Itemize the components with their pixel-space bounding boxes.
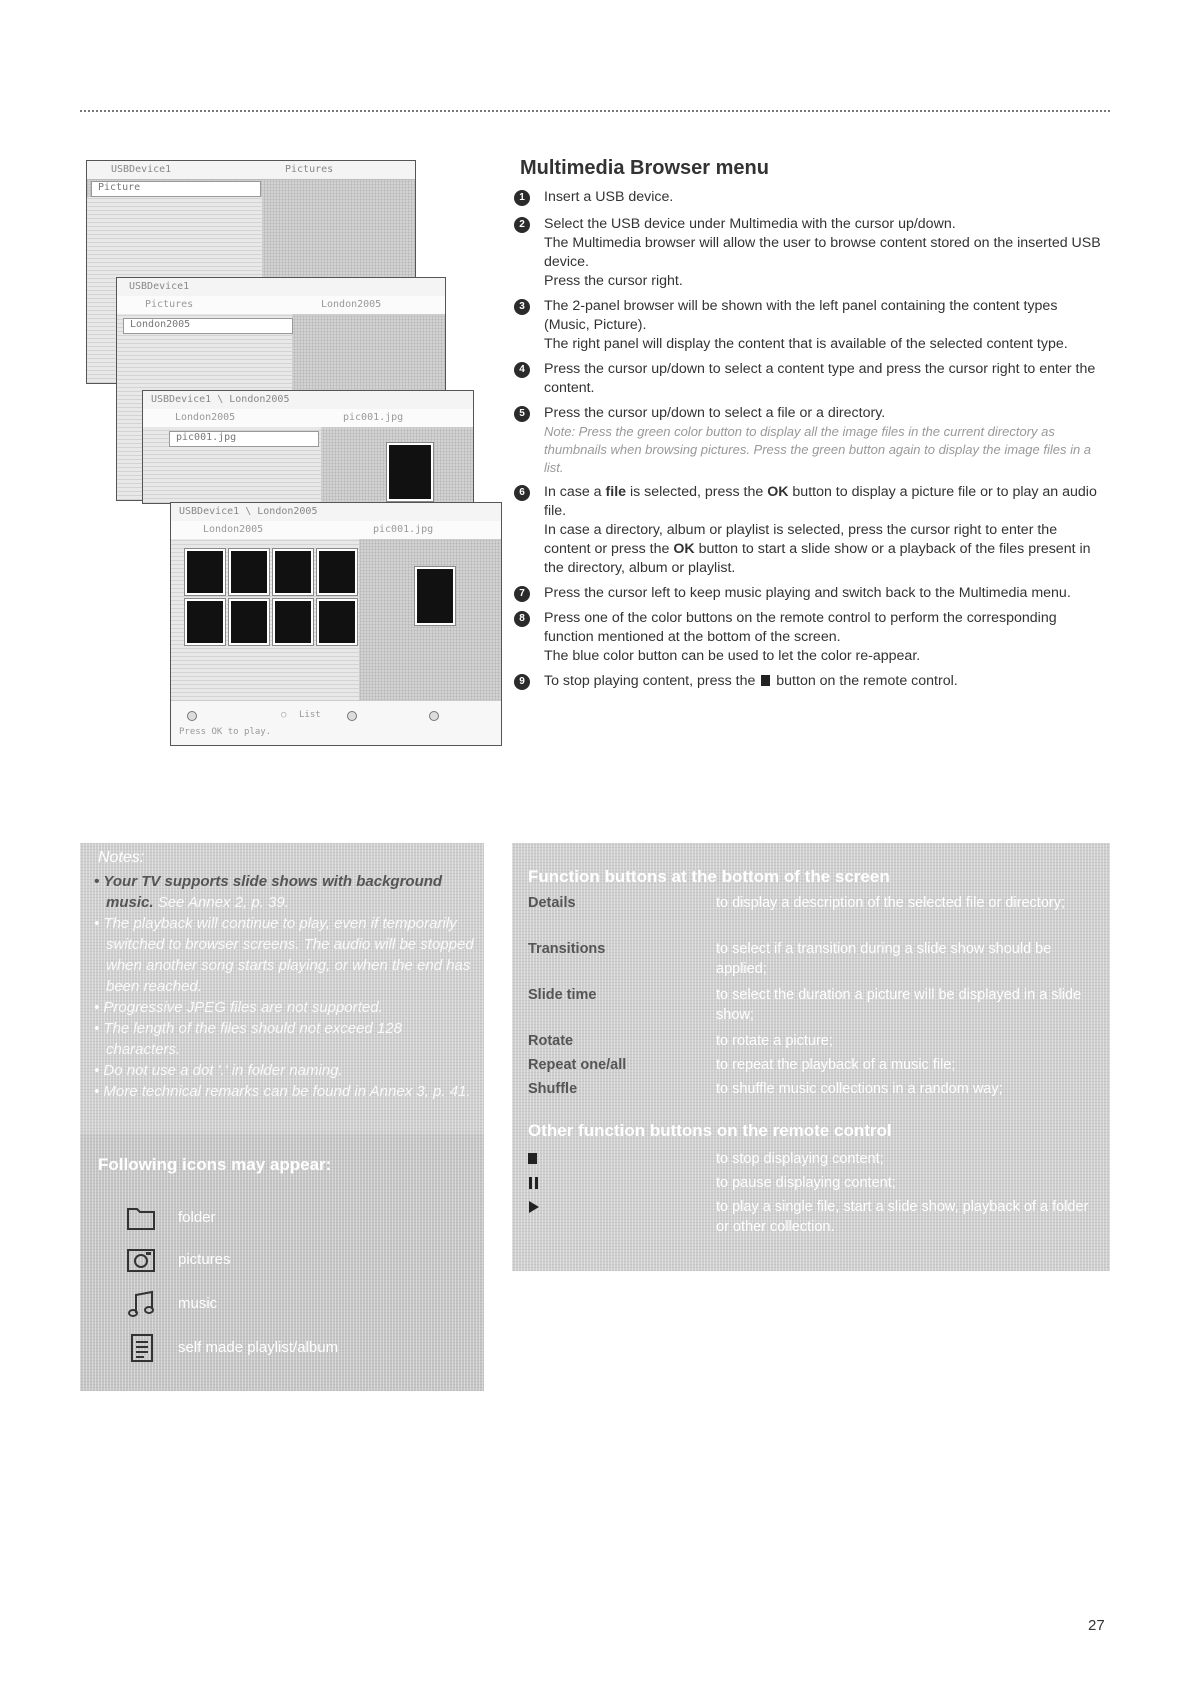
screen-4-subheader: London2005 pic001.jpg [171,521,501,540]
screen-1-selected-item: Picture [91,181,261,197]
play-icon [528,1201,540,1213]
note-item: • More technical remarks can be found in Annex 3, p. 41. [94,1081,474,1102]
icon-row-pictures: pictures [124,1243,464,1277]
step-6: 6 In case a file is selected, press the OK button to display a picture file or to play an audio file. In case a directory, album or playlist is selected, press the cursor right to enter the content or press the OK button to start a slide show or a playback of the files present in the directory, album or playlist. [514,483,1104,578]
yellow-button-icon [347,711,357,721]
browser-screen-3 [142,390,474,504]
step-7: 7 Press the cursor left to keep music playing and switch back to the Multimedia menu. [514,584,1104,603]
icons-box [80,1135,484,1391]
screen-2-selected-item: London2005 [123,318,293,334]
remote-buttons-title: Other function buttons on the remote control [528,1121,892,1140]
step-number: 3 [514,299,530,315]
thumbnail-4 [317,549,357,595]
note-item: • Your TV supports slide shows with background music. See Annex 2, p. 39. [94,871,474,913]
note-item: • Do not use a dot '.' in folder naming. [94,1060,474,1081]
browser-screen-4 [170,502,502,746]
screen-4-header: USBDevice1 \ London2005 [171,503,501,522]
icons-title: Following icons may appear: [98,1155,332,1174]
step-number: 5 [514,406,530,422]
screen-3-subheader: London2005 pic001.jpg [143,409,473,428]
step-1: 1 Insert a USB device. [514,188,1104,207]
step-9: 9 To stop playing content, press the button on the remote control. [514,672,1104,691]
stop-icon [761,675,770,686]
step-number: 9 [514,674,530,690]
blue-button-icon [429,711,439,721]
note-item: • Progressive JPEG files are not supported. [94,997,474,1018]
step-number: 8 [514,611,530,627]
step-2: 2 Select the USB device under Multimedia with the cursor up/down. The Multimedia browser will allow the user to browse content stored on the inserted USB device. Press the cursor right. [514,215,1104,291]
step-number: 4 [514,362,530,378]
screen-3-selected-item: pic001.jpg [169,431,319,447]
step-number: 1 [514,190,530,206]
step-number: 2 [514,217,530,233]
pictures-icon [124,1243,158,1277]
note-item: • The length of the files should not exceed 128 characters. [94,1018,474,1060]
stop-icon [528,1153,537,1164]
screen-4-preview-thumbnail [415,567,455,625]
step-5-note: Note: Press the green color button to display all the image files in the current directory as thumbnails when browsing pictures. Press the green button again to display the image files in a list. [544,424,1092,475]
thumbnail-1 [185,549,225,595]
icon-row-music: music [124,1287,464,1321]
screen-2-header: USBDevice1 [117,278,445,297]
screen-4-footer: ○ List Press OK to play. [171,700,501,745]
screen-2-subheader: Pictures London2005 [117,296,445,315]
step-number: 7 [514,586,530,602]
step-3: 3 The 2-panel browser will be shown with the left panel containing the content types (Music, Picture). The right panel will display the content that is available of the selected content type. [514,297,1104,354]
notes-list [94,871,474,1102]
top-dotted-rule [80,110,1110,112]
playlist-icon [124,1331,158,1365]
notes-title: Notes: [98,849,145,866]
pause-icon [528,1177,540,1189]
thumbnail-7 [273,599,313,645]
screen-3-preview-thumbnail [387,443,433,501]
step-4: 4 Press the cursor up/down to select a content type and press the cursor right to enter the content. [514,360,1104,398]
steps-list [514,188,1104,692]
step-number: 6 [514,485,530,501]
thumbnail-8 [317,599,357,645]
thumbnail-6 [229,599,269,645]
music-icon [124,1287,158,1321]
icon-row-playlist: self made playlist/album [124,1331,464,1365]
folder-icon [124,1201,158,1235]
note-item: • The playback will continue to play, even if temporarily switched to browser screens. The audio will be stopped when another song starts playing, or when the end has been reached. [94,913,474,997]
icon-row-folder: folder [124,1201,464,1235]
screen-4-hint: Press OK to play. [179,727,272,737]
function-buttons-title: Function buttons at the bottom of the screen [528,867,890,886]
red-button-icon [187,711,197,721]
thumbnail-5 [185,599,225,645]
notes-box [80,843,484,1135]
page-number: 27 [1088,1617,1105,1634]
step-8: 8 Press one of the color buttons on the remote control to perform the corresponding function mentioned at the bottom of the screen. The blue color button can be used to let the color re-appear. [514,609,1104,666]
section-title: Multimedia Browser menu [520,157,769,179]
screen-3-header: USBDevice1 \ London2005 [143,391,473,410]
thumbnail-3 [273,549,313,595]
step-5: 5 Press the cursor up/down to select a file or a directory. Note: Press the green color button to display all the image files in the current directory as thumbnails when browsing pictures. Press the green button again to display the image files in a list. [514,404,1104,477]
screen-1-header: USBDevice1 Pictures [87,161,415,180]
thumbnail-2 [229,549,269,595]
function-buttons-box: Function buttons at the bottom of the screen Details to display a description of the selected file or directory; Transitions to select if a transition during a slide show should be applied; Slide time to select the duration a picture will be displayed in a slide show; Rotate to rotate a picture; Repeat one/all to repeat the playback of a music file; Shuffle to shuffle music collections in a random way; Other function buttons on the remote control to stop displaying content; to pause displaying content; to play a single file, start a slide show, playback of a folder or other collection. [512,843,1110,1271]
